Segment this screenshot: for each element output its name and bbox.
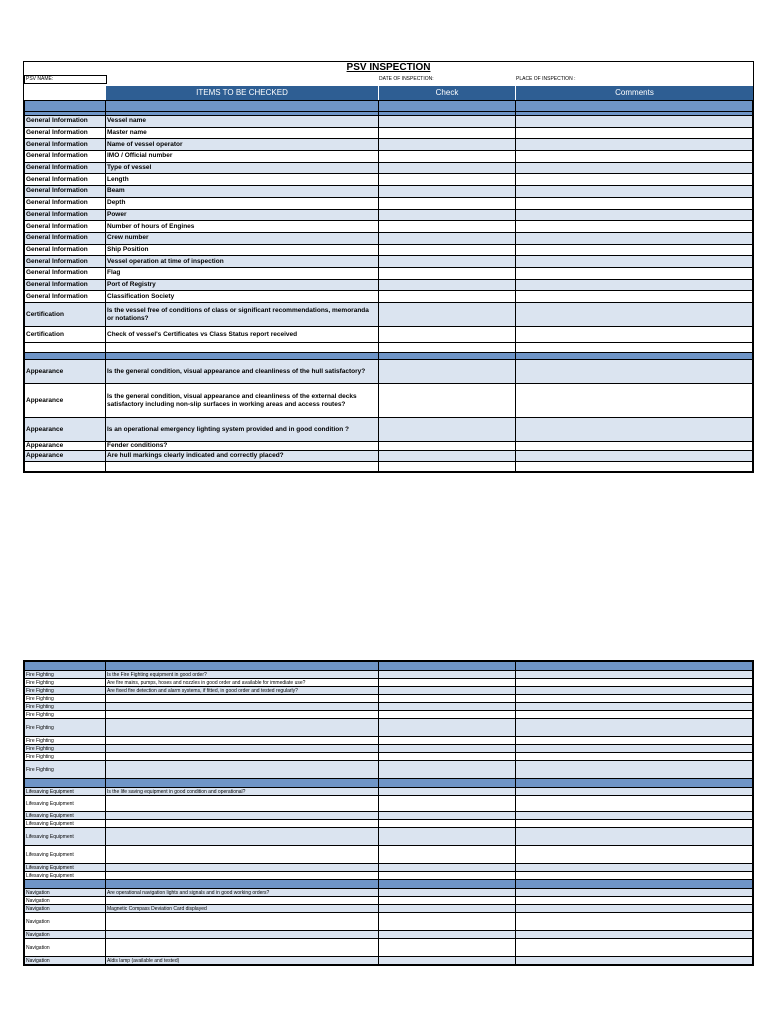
empty-cell: [516, 343, 753, 353]
check-cell[interactable]: [379, 905, 516, 913]
band-cell: [25, 101, 106, 112]
comments-cell[interactable]: [516, 872, 753, 880]
checklist-row: [25, 695, 753, 703]
comments-cell[interactable]: [516, 303, 753, 327]
checklist-row: [25, 719, 753, 737]
comments-cell[interactable]: [516, 687, 753, 695]
category-cell: Navigation: [25, 905, 106, 913]
comments-cell[interactable]: [516, 703, 753, 711]
section-band-row: [25, 880, 753, 889]
comments-cell[interactable]: [516, 384, 753, 418]
category-cell: Appearance: [25, 418, 106, 442]
comments-cell[interactable]: [516, 267, 753, 279]
comments-column-header: Comments: [515, 86, 753, 100]
comments-cell[interactable]: [516, 864, 753, 872]
checklist-row: [25, 931, 753, 939]
category-cell: Fire Fighting: [25, 687, 106, 695]
check-cell[interactable]: [379, 913, 516, 931]
check-cell[interactable]: [379, 889, 516, 897]
empty-cell: [106, 462, 379, 472]
comments-cell[interactable]: [516, 745, 753, 753]
comments-cell[interactable]: [516, 828, 753, 846]
check-cell[interactable]: [379, 267, 516, 279]
check-cell[interactable]: [379, 442, 516, 451]
check-cell[interactable]: [379, 127, 516, 139]
category-cell: Lifesaving Equipment: [25, 788, 106, 796]
checklist-row: [25, 737, 753, 745]
item-cell: [106, 796, 379, 812]
category-cell: Appearance: [25, 384, 106, 418]
checklist-row: [25, 127, 753, 139]
check-cell[interactable]: [379, 846, 516, 864]
comments-cell[interactable]: [516, 139, 753, 151]
band-cell: [516, 101, 753, 112]
check-cell[interactable]: [379, 872, 516, 880]
item-cell: Power: [106, 209, 379, 221]
check-cell[interactable]: [379, 695, 516, 703]
check-cell[interactable]: [379, 221, 516, 233]
item-cell: Length: [106, 174, 379, 186]
section-band-row: [25, 662, 753, 671]
check-cell[interactable]: [379, 360, 516, 384]
page-title: PSV INSPECTION: [346, 62, 431, 73]
item-cell: Are hull markings clearly indicated and correctly placed?: [106, 451, 379, 462]
checklist-row: [25, 939, 753, 957]
category-cell: General Information: [25, 279, 106, 291]
item-cell: Is the vessel free of conditions of class or significant recommendations, memoranda or notations?: [106, 303, 379, 327]
check-cell[interactable]: [379, 812, 516, 820]
place-of-inspection-label: PLACE OF INSPECTION :: [516, 76, 576, 82]
item-cell: Are fire mains, pumps, hoses and nozzles in good order and available for immediate use?: [106, 679, 379, 687]
category-cell: Lifesaving Equipment: [25, 846, 106, 864]
category-cell: Fire Fighting: [25, 753, 106, 761]
inspection-meta: [24, 74, 753, 84]
category-cell: Fire Fighting: [25, 745, 106, 753]
checklist-row: [25, 162, 753, 174]
item-cell: Check of vessel's Certificates vs Class Status report received: [106, 327, 379, 343]
category-cell: Fire Fighting: [25, 719, 106, 737]
item-cell: [106, 703, 379, 711]
checklist-row: [25, 116, 753, 128]
check-cell[interactable]: [379, 327, 516, 343]
checklist-row: [25, 256, 753, 268]
category-cell: Fire Fighting: [25, 679, 106, 687]
item-cell: Number of hours of Engines: [106, 221, 379, 233]
inspection-sheet-page-1: [23, 61, 754, 473]
band-cell: [106, 880, 379, 889]
date-of-inspection-label: DATE OF INSPECTION:: [379, 76, 434, 82]
comments-cell[interactable]: [516, 737, 753, 745]
band-cell: [379, 880, 516, 889]
category-cell: General Information: [25, 162, 106, 174]
comments-cell[interactable]: [516, 418, 753, 442]
checklist-row: [25, 279, 753, 291]
check-cell[interactable]: [379, 174, 516, 186]
checklist-row: [25, 139, 753, 151]
checklist-row: [25, 812, 753, 820]
comments-cell[interactable]: [516, 695, 753, 703]
category-cell: Fire Fighting: [25, 695, 106, 703]
checklist-row: [25, 761, 753, 779]
comments-cell[interactable]: [516, 753, 753, 761]
category-cell: General Information: [25, 256, 106, 268]
check-cell[interactable]: [379, 828, 516, 846]
empty-cell: [379, 343, 516, 353]
check-cell[interactable]: [379, 384, 516, 418]
comments-cell[interactable]: [516, 939, 753, 957]
category-cell: Fire Fighting: [25, 737, 106, 745]
checklist-row: [25, 820, 753, 828]
band-cell: [516, 779, 753, 788]
category-cell: Lifesaving Equipment: [25, 864, 106, 872]
checklist-row: [25, 913, 753, 931]
check-cell[interactable]: [379, 761, 516, 779]
checklist-row: [25, 174, 753, 186]
band-cell: [25, 779, 106, 788]
check-cell[interactable]: [379, 897, 516, 905]
category-cell: Navigation: [25, 939, 106, 957]
comments-cell[interactable]: [516, 812, 753, 820]
checklist-row: [25, 209, 753, 221]
check-cell[interactable]: [379, 939, 516, 957]
comments-cell[interactable]: [516, 846, 753, 864]
comments-cell[interactable]: [516, 197, 753, 209]
empty-cell: [379, 462, 516, 472]
section-band-row: [25, 779, 753, 788]
checklist-row: [25, 360, 753, 384]
checklist-row: [25, 186, 753, 198]
check-cell[interactable]: [379, 679, 516, 687]
checklist-row: [25, 384, 753, 418]
checklist-row: [25, 897, 753, 905]
item-cell: Vessel operation at time of inspection: [106, 256, 379, 268]
category-cell: Lifesaving Equipment: [25, 828, 106, 846]
category-cell: Navigation: [25, 897, 106, 905]
check-cell[interactable]: [379, 303, 516, 327]
item-cell: [106, 711, 379, 719]
item-cell: Is an operational emergency lighting system provided and in good condition ?: [106, 418, 379, 442]
check-cell[interactable]: [379, 186, 516, 198]
checklist-row: [25, 864, 753, 872]
check-cell[interactable]: [379, 745, 516, 753]
category-cell: Lifesaving Equipment: [25, 872, 106, 880]
category-cell: General Information: [25, 232, 106, 244]
band-cell: [379, 779, 516, 788]
checklist-row: [25, 905, 753, 913]
category-cell: General Information: [25, 209, 106, 221]
checklist-row: [25, 753, 753, 761]
items-column-header: ITEMS TO BE CHECKED: [105, 86, 378, 100]
category-cell: General Information: [25, 197, 106, 209]
checklist-row: [25, 442, 753, 451]
band-cell: [106, 662, 379, 671]
comments-cell[interactable]: [516, 905, 753, 913]
column-header-bar: [24, 86, 753, 100]
check-cell[interactable]: [379, 418, 516, 442]
checklist-row: [25, 788, 753, 796]
item-cell: [106, 913, 379, 931]
checklist-row: [25, 197, 753, 209]
category-cell: General Information: [25, 186, 106, 198]
item-cell: [106, 872, 379, 880]
item-cell: [106, 864, 379, 872]
item-cell: Crew number: [106, 232, 379, 244]
category-cell: Fire Fighting: [25, 671, 106, 679]
comments-cell[interactable]: [516, 788, 753, 796]
comments-cell[interactable]: [516, 931, 753, 939]
checklist-row: [25, 828, 753, 846]
category-cell: General Information: [25, 291, 106, 303]
check-cell[interactable]: [379, 197, 516, 209]
section-band-row: [25, 353, 753, 360]
category-cell: Certification: [25, 327, 106, 343]
item-cell: [106, 812, 379, 820]
check-cell[interactable]: [379, 162, 516, 174]
checklist-row: [25, 291, 753, 303]
checklist-row: [25, 303, 753, 327]
checklist-row: [25, 151, 753, 163]
checklist-table-2: [24, 661, 753, 965]
checklist-row: [25, 451, 753, 462]
item-cell: IMO / Official number: [106, 151, 379, 163]
item-cell: Beam: [106, 186, 379, 198]
comments-cell[interactable]: [516, 679, 753, 687]
check-cell[interactable]: [379, 451, 516, 462]
category-cell: General Information: [25, 139, 106, 151]
checklist-row: [25, 703, 753, 711]
inspection-sheet-page-2: [23, 660, 754, 966]
check-cell[interactable]: [379, 279, 516, 291]
comments-cell[interactable]: [516, 279, 753, 291]
comments-cell[interactable]: [516, 209, 753, 221]
comments-cell[interactable]: [516, 221, 753, 233]
band-cell: [516, 880, 753, 889]
item-cell: Are fixed fire detection and alarm systems, if fitted, in good order and tested regularly?: [106, 687, 379, 695]
check-cell[interactable]: [379, 788, 516, 796]
comments-cell[interactable]: [516, 360, 753, 384]
comments-cell[interactable]: [516, 897, 753, 905]
check-cell[interactable]: [379, 256, 516, 268]
comments-cell[interactable]: [516, 442, 753, 451]
item-cell: [106, 846, 379, 864]
item-cell: Flag: [106, 267, 379, 279]
check-cell[interactable]: [379, 957, 516, 965]
comments-cell[interactable]: [516, 186, 753, 198]
item-cell: [106, 939, 379, 957]
category-cell: Lifesaving Equipment: [25, 820, 106, 828]
comments-cell[interactable]: [516, 671, 753, 679]
category-cell: General Information: [25, 267, 106, 279]
item-cell: Is the general condition, visual appearance and cleanliness of the external decks satisfactory including non-slip surfaces in working areas and access routes?: [106, 384, 379, 418]
check-cell[interactable]: [379, 931, 516, 939]
checklist-row: [25, 846, 753, 864]
comments-cell[interactable]: [516, 244, 753, 256]
check-cell[interactable]: [379, 232, 516, 244]
checklist-row: [25, 671, 753, 679]
item-cell: Is the general condition, visual appearance and cleanliness of the hull satisfactory?: [106, 360, 379, 384]
item-cell: [106, 820, 379, 828]
comments-cell[interactable]: [516, 232, 753, 244]
comments-cell[interactable]: [516, 889, 753, 897]
item-cell: [106, 695, 379, 703]
comments-cell[interactable]: [516, 719, 753, 737]
item-cell: [106, 931, 379, 939]
category-cell: General Information: [25, 174, 106, 186]
band-cell: [25, 880, 106, 889]
check-cell[interactable]: [379, 864, 516, 872]
category-cell: General Information: [25, 151, 106, 163]
category-cell: Appearance: [25, 442, 106, 451]
item-cell: Master name: [106, 127, 379, 139]
item-cell: Is the Fire Fighting equipment in good order?: [106, 671, 379, 679]
item-cell: Name of vessel operator: [106, 139, 379, 151]
psv-name-field[interactable]: PSV NAME:: [24, 75, 107, 84]
comments-cell[interactable]: [516, 957, 753, 965]
category-cell: General Information: [25, 116, 106, 128]
item-cell: Fender conditions?: [106, 442, 379, 451]
check-cell[interactable]: [379, 796, 516, 812]
band-cell: [379, 662, 516, 671]
category-cell: Appearance: [25, 451, 106, 462]
item-cell: Vessel name: [106, 116, 379, 128]
item-cell: Ship Position: [106, 244, 379, 256]
comments-cell[interactable]: [516, 116, 753, 128]
empty-cell: [25, 462, 106, 472]
band-cell: [106, 353, 379, 360]
band-cell: [379, 101, 516, 112]
checklist-row: [25, 244, 753, 256]
checklist-row: [25, 687, 753, 695]
category-cell: Fire Fighting: [25, 703, 106, 711]
category-cell: Lifesaving Equipment: [25, 812, 106, 820]
category-cell: Lifesaving Equipment: [25, 796, 106, 812]
item-cell: [106, 745, 379, 753]
category-cell: Navigation: [25, 931, 106, 939]
checklist-row: [25, 957, 753, 965]
category-cell: General Information: [25, 221, 106, 233]
comments-cell[interactable]: [516, 256, 753, 268]
check-cell[interactable]: [379, 671, 516, 679]
band-cell: [106, 101, 379, 112]
item-cell: [106, 719, 379, 737]
comments-cell[interactable]: [516, 820, 753, 828]
comments-cell[interactable]: [516, 151, 753, 163]
check-cell[interactable]: [379, 703, 516, 711]
empty-cell: [516, 462, 753, 472]
category-cell: Fire Fighting: [25, 761, 106, 779]
checklist-row: [25, 889, 753, 897]
item-cell: Is the life saving equipment in good condition and operational?: [106, 788, 379, 796]
check-cell[interactable]: [379, 711, 516, 719]
checklist-row: [25, 679, 753, 687]
item-cell: Aldis lamp (available and tested): [106, 957, 379, 965]
item-cell: Port of Registry: [106, 279, 379, 291]
checklist-row: [25, 267, 753, 279]
check-cell[interactable]: [379, 139, 516, 151]
item-cell: [106, 897, 379, 905]
category-cell: Certification: [25, 303, 106, 327]
checklist-table-1: [24, 100, 753, 472]
item-cell: [106, 737, 379, 745]
item-cell: Depth: [106, 197, 379, 209]
category-cell: Navigation: [25, 889, 106, 897]
checklist-row: [25, 418, 753, 442]
comments-cell[interactable]: [516, 291, 753, 303]
category-cell: General Information: [25, 244, 106, 256]
empty-row: [25, 462, 753, 472]
comments-cell[interactable]: [516, 162, 753, 174]
band-cell: [106, 779, 379, 788]
section-band-row: [25, 101, 753, 112]
category-cell: Navigation: [25, 957, 106, 965]
item-cell: [106, 753, 379, 761]
item-cell: Are operational navigation lights and signals and in good working orders?: [106, 889, 379, 897]
comments-cell[interactable]: [516, 327, 753, 343]
check-cell[interactable]: [379, 151, 516, 163]
check-cell[interactable]: [379, 244, 516, 256]
comments-cell[interactable]: [516, 913, 753, 931]
checklist-row: [25, 221, 753, 233]
comments-cell[interactable]: [516, 174, 753, 186]
checklist-row: [25, 745, 753, 753]
empty-row: [25, 343, 753, 353]
item-cell: [106, 761, 379, 779]
item-cell: Type of vessel: [106, 162, 379, 174]
checklist-row: [25, 232, 753, 244]
check-cell[interactable]: [379, 116, 516, 128]
band-cell: [379, 353, 516, 360]
comments-cell[interactable]: [516, 127, 753, 139]
band-cell: [25, 353, 106, 360]
band-cell: [516, 662, 753, 671]
check-cell[interactable]: [379, 291, 516, 303]
checklist-row: [25, 796, 753, 812]
checklist-row: [25, 711, 753, 719]
comments-cell[interactable]: [516, 761, 753, 779]
category-cell: Fire Fighting: [25, 711, 106, 719]
check-cell[interactable]: [379, 737, 516, 745]
checklist-row: [25, 327, 753, 343]
empty-cell: [25, 343, 106, 353]
item-cell: [106, 828, 379, 846]
category-cell: Appearance: [25, 360, 106, 384]
check-cell[interactable]: [379, 719, 516, 737]
check-cell[interactable]: [379, 687, 516, 695]
category-cell: General Information: [25, 127, 106, 139]
check-cell[interactable]: [379, 753, 516, 761]
empty-cell: [106, 343, 379, 353]
item-cell: Classification Society: [106, 291, 379, 303]
item-cell: Magnetic Compass Deviation Card displayed: [106, 905, 379, 913]
check-cell[interactable]: [379, 820, 516, 828]
comments-cell[interactable]: [516, 711, 753, 719]
checklist-row: [25, 872, 753, 880]
band-cell: [516, 353, 753, 360]
check-cell[interactable]: [379, 209, 516, 221]
comments-cell[interactable]: [516, 796, 753, 812]
category-cell: Navigation: [25, 913, 106, 931]
band-cell: [25, 662, 106, 671]
check-column-header: Check: [378, 86, 515, 100]
comments-cell[interactable]: [516, 451, 753, 462]
